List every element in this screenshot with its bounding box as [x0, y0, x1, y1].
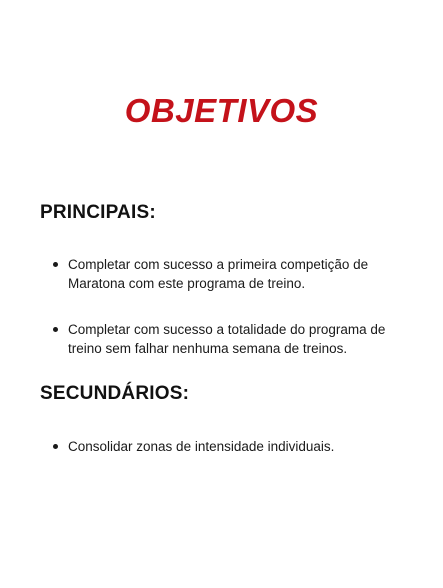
list-item — [50, 255, 400, 293]
list-item-text: Completar com sucesso a totalidade do programa de treino sem falhar nenhuma semana de treinos. — [68, 322, 386, 356]
secundarios-list — [50, 437, 400, 456]
bullet-icon — [53, 327, 58, 332]
principais-list-item-1 — [50, 255, 400, 293]
list-item — [50, 320, 400, 358]
section-heading-secundarios: SECUNDÁRIOS: — [40, 383, 190, 404]
section-heading-principais: PRINCIPAIS: — [40, 202, 156, 223]
list-item-text: Consolidar zonas de intensidade individuais. — [68, 439, 335, 454]
bullet-icon — [53, 444, 58, 449]
page-title: OBJETIVOS — [124, 92, 319, 129]
bullet-icon — [53, 262, 58, 267]
principais-list-item-2 — [50, 320, 400, 358]
list-item — [50, 437, 400, 456]
list-item-text: Completar com sucesso a primeira competição de Maratona com este programa de treino. — [68, 257, 369, 291]
